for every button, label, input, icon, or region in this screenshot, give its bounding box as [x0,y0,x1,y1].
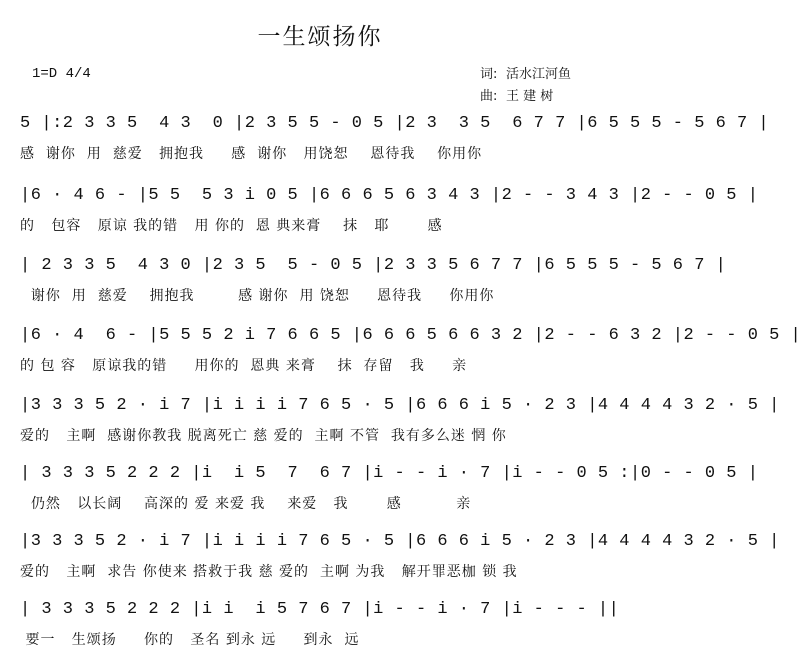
lyric-line: 的 包容 原谅 我的错 用 你的 恩 典来膏 抹 耶 感 [20,218,443,234]
lyricist-label: 词: [480,67,498,82]
lyric-line: 感 谢你 用 慈爱 拥抱我 感 谢你 用饶恕 恩待我 你用你 [20,146,483,162]
lyric-line: 爱的 主啊 求告 你使来 搭救于我 慈 爱的 主啊 为我 解开罪恶枷 锁 我 [20,564,518,580]
system-1 [20,112,770,163]
system-7 [20,530,780,581]
notation-line: | 3 3 3 5 2 2 2 |i i 5 7 6 7 |i - - i · 7 |i - - 0 5 :|0 - - 0 5 | [20,464,759,483]
lyric-line: 要一 生颂扬 你的 圣名 到永 远 到永 远 [20,632,360,648]
lyricist-row [480,64,571,86]
composer-row [480,86,571,108]
notation-line: | 2 3 3 5 4 3 0 |2 3 5 5 - 0 5 |2 3 3 5 6 7 7 |6 5 5 5 - 5 6 7 | [20,256,727,275]
notation-line: |6 · 4 6 - |5 5 5 2 i 7 6 6 5 |6 6 6 5 6 6 3 2 |2 - - 6 3 2 |2 - - 0 5 | [20,326,801,345]
notation-line: |3 3 3 5 2 · i 7 |i i i i 7 6 5 · 5 |6 6 6 i 5 · 2 3 |4 4 4 4 3 2 · 5 | [20,396,780,415]
notation-line: 5 |:2 3 3 5 4 3 0 |2 3 5 5 - 0 5 |2 3 3 5 6 7 7 |6 5 5 5 - 5 6 7 | [20,114,770,133]
notation-line: |3 3 3 5 2 · i 7 |i i i i 7 6 5 · 5 |6 6 6 i 5 · 2 3 |4 4 4 4 3 2 · 5 | [20,532,780,551]
key-signature: 1=D 4/4 [32,66,91,82]
lyricist-name: 活水江河鱼 [506,67,572,82]
system-5 [20,394,780,445]
notation-line: | 3 3 3 5 2 2 2 |i i i 5 7 6 7 |i - - i · 7 |i - - - || [20,600,620,619]
credits [480,64,571,108]
composer-label: 曲: [480,89,498,104]
lyric-line: 的 包 容 原谅我的错 用你的 恩典 来膏 抹 存留 我 亲 [20,358,468,374]
system-4 [20,324,801,375]
lyric-line: 谢你 用 慈爱 拥抱我 感 谢你 用 饶恕 恩待我 你用你 [20,288,495,304]
song-title: 一生颂扬你 [257,24,383,50]
system-6 [20,462,759,513]
notation-line: |6 · 4 6 - |5 5 5 3 i 0 5 |6 6 6 5 6 3 4 3 |2 - - 3 4 3 |2 - - 0 5 | [20,186,759,205]
composer-name: 王 建 树 [506,89,554,104]
system-3 [20,254,727,305]
system-2 [20,184,759,235]
lyric-line: 爱的 主啊 感谢你教我 脱离死亡 慈 爱的 主啊 不管 我有多么迷 惘 你 [20,428,507,444]
system-8 [20,598,620,649]
lyric-line: 仍然 以长阔 高深的 爱 来爱 我 来爱 我 感 亲 [20,496,472,512]
